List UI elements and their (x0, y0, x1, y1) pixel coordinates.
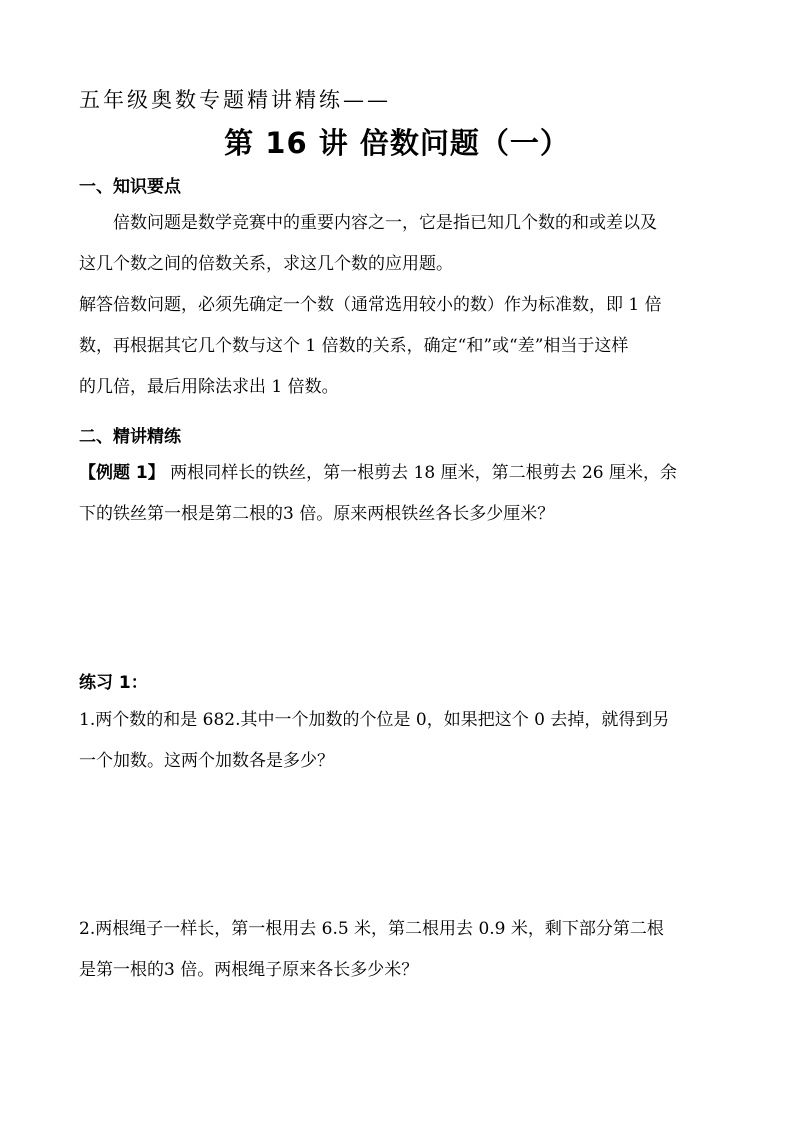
lecture-title: 第 16 讲 倍数问题（一） (224, 126, 570, 160)
example-1-line: 下的铁丝第一根是第二根的3 倍。原来两根铁丝各长多少厘米？ (79, 504, 555, 524)
section-heading-lecture-practice: 二、精讲精练 (79, 427, 181, 447)
example-1-label: 【例题 1】 (79, 463, 165, 483)
example-1-text: 两根同样长的铁丝，第一根剪去 18 厘米，第二根剪去 26 厘米，余 (164, 463, 678, 483)
question-2-line: 2.两根绳子一样长，第一根用去 6.5 米，第二根用去 0.9 米，剩下部分第二根 (79, 919, 664, 939)
paragraph-line: 倍数问题是数学竞赛中的重要内容之一，它是指已知几个数的和或差以及 (113, 213, 657, 233)
section-heading-knowledge-points: 一、知识要点 (79, 177, 181, 197)
series-title: 五年级奥数专题精讲精练—— (79, 88, 391, 112)
paragraph-line: 这几个数之间的倍数关系，求这几个数的应用题。 (79, 254, 453, 274)
paragraph-line: 的几倍，最后用除法求出 1 倍数。 (79, 377, 339, 397)
paragraph-line: 解答倍数问题，必须先确定一个数（通常选用较小的数）作为标准数，即 1 倍 (79, 295, 662, 315)
question-1-line: 一个加数。这两个加数各是多少？ (79, 751, 334, 771)
example-1-line (79, 462, 677, 484)
question-1-line: 1.两个数的和是 682.其中一个加数的个位是 0，如果把这个 0 去掉，就得到另 (79, 710, 670, 730)
practice-1-heading: 练习 1： (79, 673, 148, 693)
paragraph-line: 数，再根据其它几个数与这个 1 倍数的关系，确定“和”或“差”相当于这样 (79, 336, 629, 356)
question-2-line: 是第一根的3 倍。两根绳子原来各长多少米？ (79, 960, 419, 980)
